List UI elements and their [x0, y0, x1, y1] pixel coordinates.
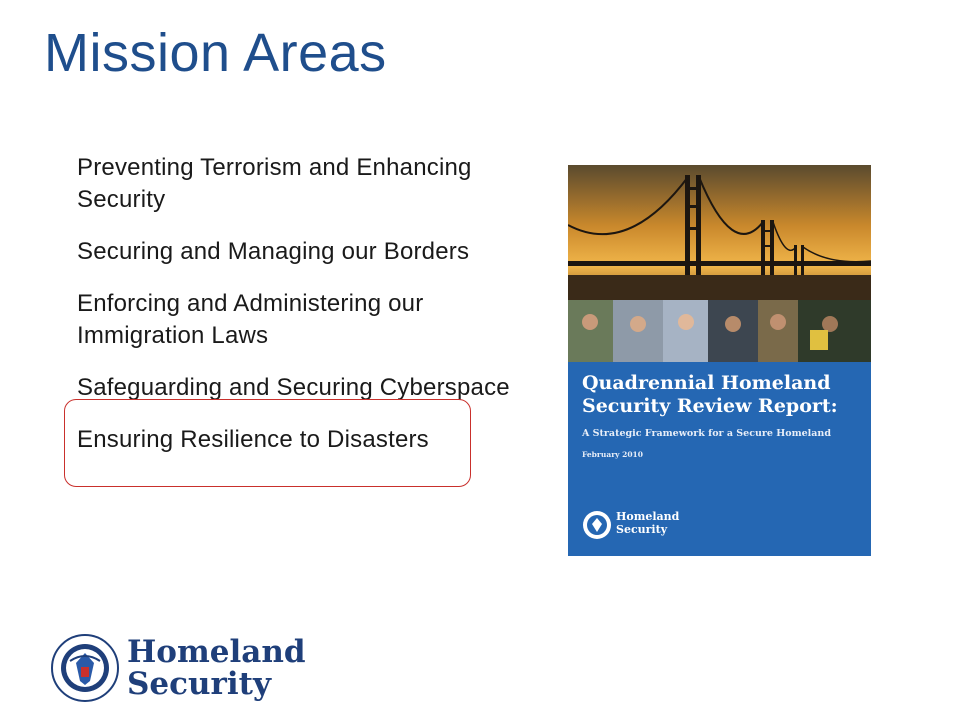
cover-date: February 2010 — [582, 450, 643, 459]
cover-title-panel — [568, 362, 871, 556]
cover-logo-line1: Homeland — [616, 510, 680, 523]
dhs-seal-icon — [582, 510, 612, 540]
footer-brand-line1: Homeland — [127, 634, 306, 670]
slide-title: Mission Areas — [44, 23, 387, 83]
report-cover — [568, 165, 871, 556]
mission-item-disasters: Ensuring Resilience to Disasters — [77, 426, 429, 453]
footer-brand-logo — [127, 636, 306, 700]
mission-item-immigration: Enforcing and Administering our Immigration Laws — [77, 290, 424, 349]
footer-brand-line2: Security — [127, 666, 271, 702]
highlight-box-cyberspace — [64, 399, 471, 487]
mission-item-terrorism: Preventing Terrorism and Enhancing Security — [77, 154, 472, 213]
mission-item-borders: Securing and Managing our Borders — [77, 238, 470, 265]
cover-logo-line2: Security — [616, 523, 668, 536]
people-photo-strip — [568, 300, 871, 362]
bridge-sunset-image — [568, 165, 871, 300]
cover-title: Quadrennial Homeland Security Review Report: — [582, 372, 838, 417]
cover-logo-text — [616, 510, 679, 536]
cover-subtitle: A Strategic Framework for a Secure Homeland — [582, 428, 831, 439]
dhs-seal-icon — [50, 633, 120, 703]
mission-item-cyberspace: Safeguarding and Securing Cyberspace — [77, 374, 510, 401]
